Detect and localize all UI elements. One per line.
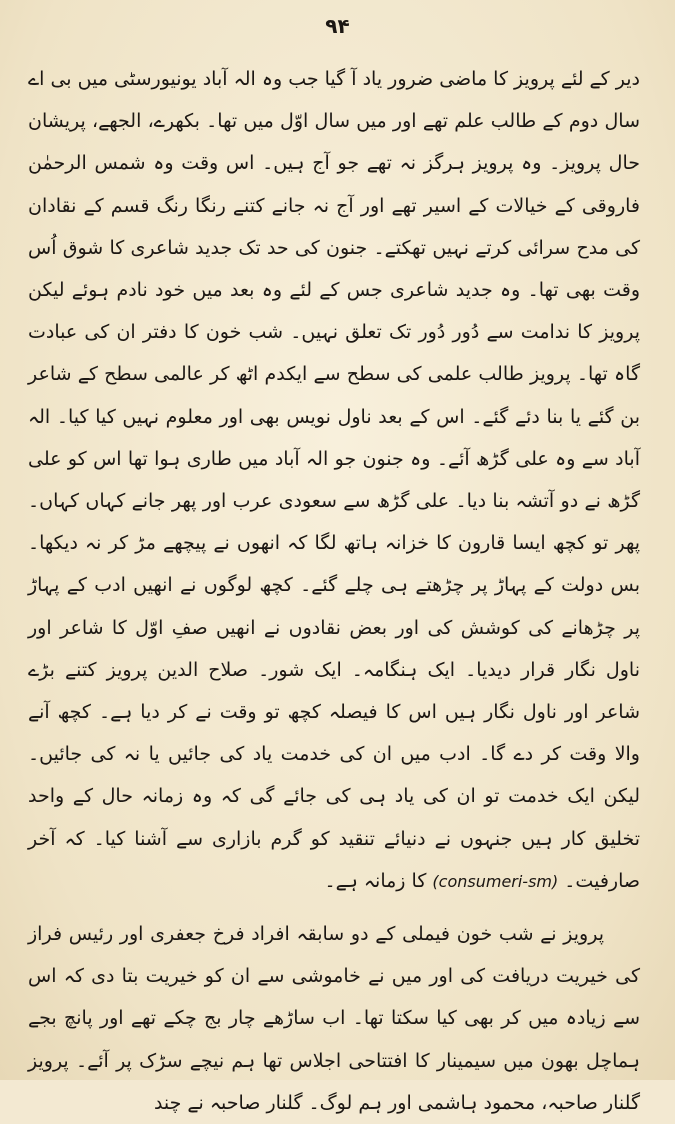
- paragraph-1-english-term: (consumeri-sm): [432, 871, 559, 891]
- paragraph-1-text-end: کا زمانہ ہے۔: [324, 869, 427, 892]
- paragraph-2: [28, 913, 640, 1124]
- page-number: ۹۴: [325, 14, 350, 38]
- paragraph-2-text: پرویز نے شب خون فیملی کے دو سابقہ افراد فرخ جعفری اور رئیس فراز کی خیریت دریافت کی اور میں نے خاموشی سے ان کو خیریت بتا دی کہ اس سے زیادہ میں کر بھی کیا سکتا تھا۔ اب ساڑھے چار بج چکے تھے اور پانچ بجے ہماچل بھون میں سیمینار کا افتتاحی اجلاس تھا ہم نیچے سڑک پر آئے۔ پرویز گلنار صاحبہ، محمود ہاشمی اور ہم لوگ۔ گلنار صاحبہ نے چند: [28, 923, 640, 1114]
- paragraph-1-text: دیر کے لئے پرویز کا ماضی ضرور یاد آ گیا جب وہ الہ آباد یونیورسٹی میں بی اے سال دوم کے طالب علم تھے اور میں سال اوّل میں تھا۔ بکھرے، الجھے، پریشان حال پرویز۔ وہ پرویز ہرگز نہ تھے جو آج ہیں۔ اس وقت وہ شمس الرحمٰن فاروقی کے خیالات کے اسیر تھے اور آج نہ جانے کتنے رنگا رنگ قسم کے نقادان کی مدح سرائی کرتے نہیں تھکتے۔ جنون کی حد تک جدید شاعری کا شوق اُس وقت بھی تھا۔ وہ جدید شاعری جس کے لئے وہ بعد میں خود نادم ہوئے لیکن پرویز کا ندامت سے دُور دُور تک تعلق نہیں۔ شب خون کا دفتر ان کی عبادت گاہ تھا۔ پرویز طالب علمی کی سطح سے ایکدم اٹھ کر عالمی سطح کے شاعر بن گئے یا بنا دئے گئے۔ اس کے بعد ناول نویس بھی اور معلوم نہیں کیا کیا۔ الہ آباد سے وہ علی گڑھ آئے۔ وہ جنون جو الہ آباد میں طاری ہوا تھا اس کو علی گڑھ نے دو آتشہ بنا دیا۔ علی گڑھ سے سعودی عرب اور پھر جانے کہاں کہاں۔ پھر تو کچھ ایسا قارون کا خزانہ ہاتھ لگا کہ انھوں نے پیچھے مڑ کر نہ دیکھا۔ بس دولت کے پہاڑ پر چڑھتے ہی چلے گئے۔ کچھ لوگوں نے انھیں ادب کے پہاڑ پر چڑھانے کی کوشش کی اور بعض نقادوں نے انھیں صفِ اوّل کا شاعر اور ناول نگار قرار دیدیا۔ ایک ہنگامہ۔ ایک شور۔ صلاح الدین پرویز کتنے بڑے شاعر اور ناول نگار ہیں اس کا فیصلہ کچھ تو وقت نے کر دیا ہے۔ کچھ آنے والا وقت کر دے گا۔ ادب میں ان کی خدمت یاد کی جائیں یا نہ کی جائیں۔ لیکن ایک خدمت تو ان کی یاد ہی کی جائے گی کہ وہ زمانہ حال کے واحد تخلیق کار ہیں جنہوں نے دنیائے تنقید کو گرم بازاری سے آشنا کیا۔ کہ آخر صارفیت۔: [28, 68, 640, 892]
- paragraph-1: [28, 58, 640, 903]
- body-text: [28, 58, 640, 1124]
